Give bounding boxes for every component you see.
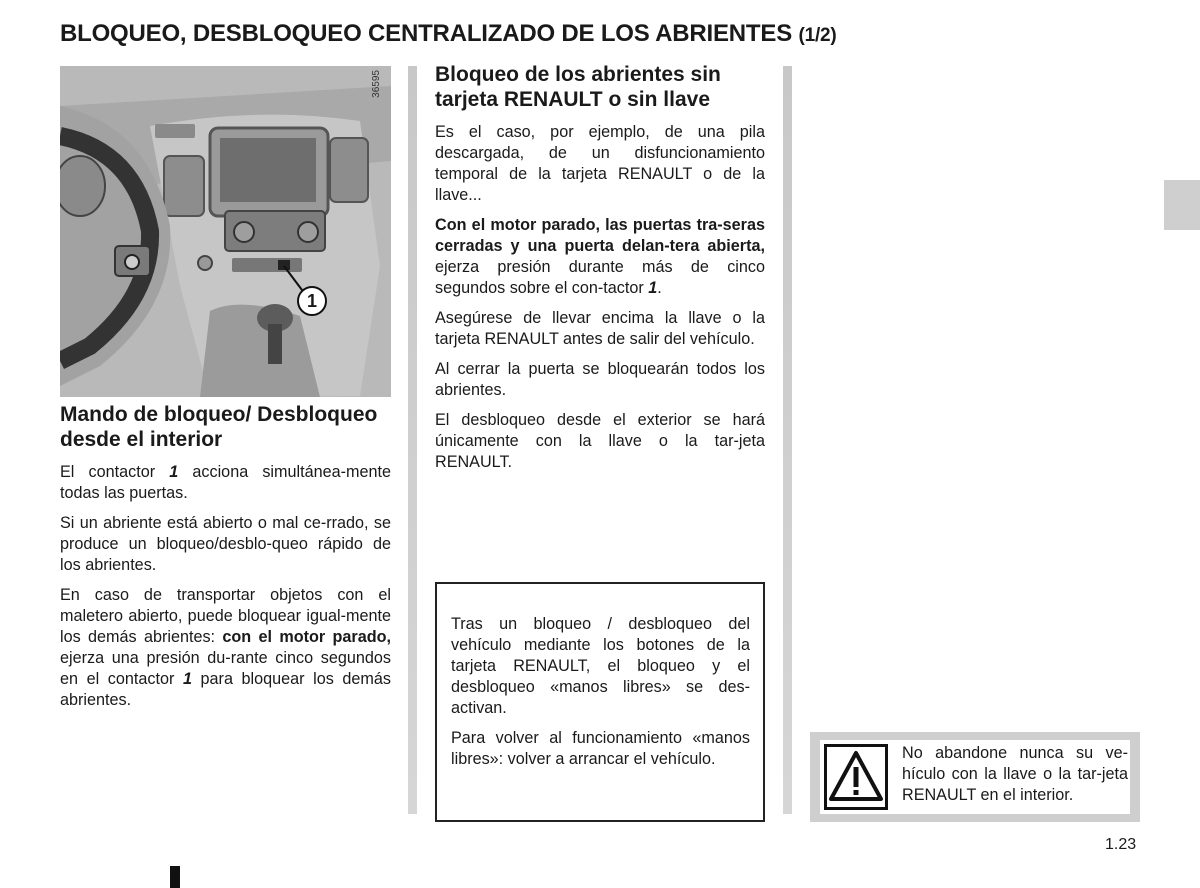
middle-paragraph-5: El desbloqueo desde el exterior se hará únicamente con la llave o la tar-jeta RENAULT. [435,411,765,471]
left-paragraph-2: Si un abriente está abierto o mal ce-rrado, se produce un bloqueo/desblo-queo rápido de los abrientes. [60,514,391,574]
left-section-heading: Mando de bloqueo/ Desbloqueo desde el interior [60,403,378,451]
bold-text: Con el motor parado, las puertas tra-seras cerradas y una puerta delan-tera abierta, [435,216,765,255]
text-run: ejerza una presión du-rante cinco segundos en el contactor [60,649,391,688]
middle-paragraph-1: Es el caso, por ejemplo, de una pila descargada, de un disfuncionamiento temporal de la tarjeta RENAULT o de la llave... [435,123,765,204]
callout-number: 1 [297,286,327,316]
figure-number: 36595 [371,70,382,98]
contactor-ref: 1 [182,670,192,688]
note-paragraph-2: Para volver al funcionamiento «manos libres»: volver a arrancar el vehículo. [451,729,750,768]
note-box [435,582,765,822]
left-paragraph-3 [60,585,391,711]
text-run: El contactor [60,463,170,481]
warning-box [810,732,1140,822]
dashboard-drawing [60,66,391,397]
text-run: acciona simultánea-mente todas las puertas. [60,463,391,502]
middle-paragraph-2 [435,215,765,299]
text-run: ejerza presión durante más de cinco segundos sobre el con-tactor [435,258,765,297]
text-run: . [657,279,662,297]
left-paragraph-1 [60,462,391,504]
page-title-text: BLOQUEO, DESBLOQUEO CENTRALIZADO DE LOS ABRIENTES [60,20,793,47]
middle-column [435,62,765,482]
middle-section-heading: Bloqueo de los abrientes sin tarjeta RENAULT o sin llave [435,63,721,111]
bold-text: con el motor parado, [222,628,391,646]
text-run: para bloquear los demás abrientes. [60,670,391,709]
column-divider-left [408,66,417,814]
warning-triangle-icon [824,744,888,810]
section-thumb-tab [1164,180,1200,230]
text-run: En caso de transportar objetos con el maletero abierto, puede bloquear igual-mente los demás abrientes: [60,586,391,646]
warning-inner [820,740,1130,814]
note-paragraph-1: Tras un bloqueo / desbloqueo del vehículo mediante los botones de la tarjeta RENAULT, el bloqueo y el desbloqueo «manos libres» se des-activan. [451,615,750,717]
contactor-ref: 1 [648,279,658,297]
page-number: 1.23 [1105,836,1137,853]
dashboard-illustration [60,66,391,397]
page-title [60,20,837,48]
left-column [60,402,391,720]
warning-text: No abandone nunca su ve-hículo con la llave o la tar-jeta RENAULT en el interior. [902,744,1128,804]
contactor-ref: 1 [169,463,179,481]
column-divider-right [783,66,792,814]
middle-paragraph-3: Asegúrese de llevar encima la llave o la tarjeta RENAULT antes de salir del vehículo. [435,309,765,348]
middle-paragraph-4: Al cerrar la puerta se bloquearán todos los abrientes. [435,360,765,399]
page-part-indicator: (1/2) [798,25,837,46]
crop-mark [170,866,180,888]
